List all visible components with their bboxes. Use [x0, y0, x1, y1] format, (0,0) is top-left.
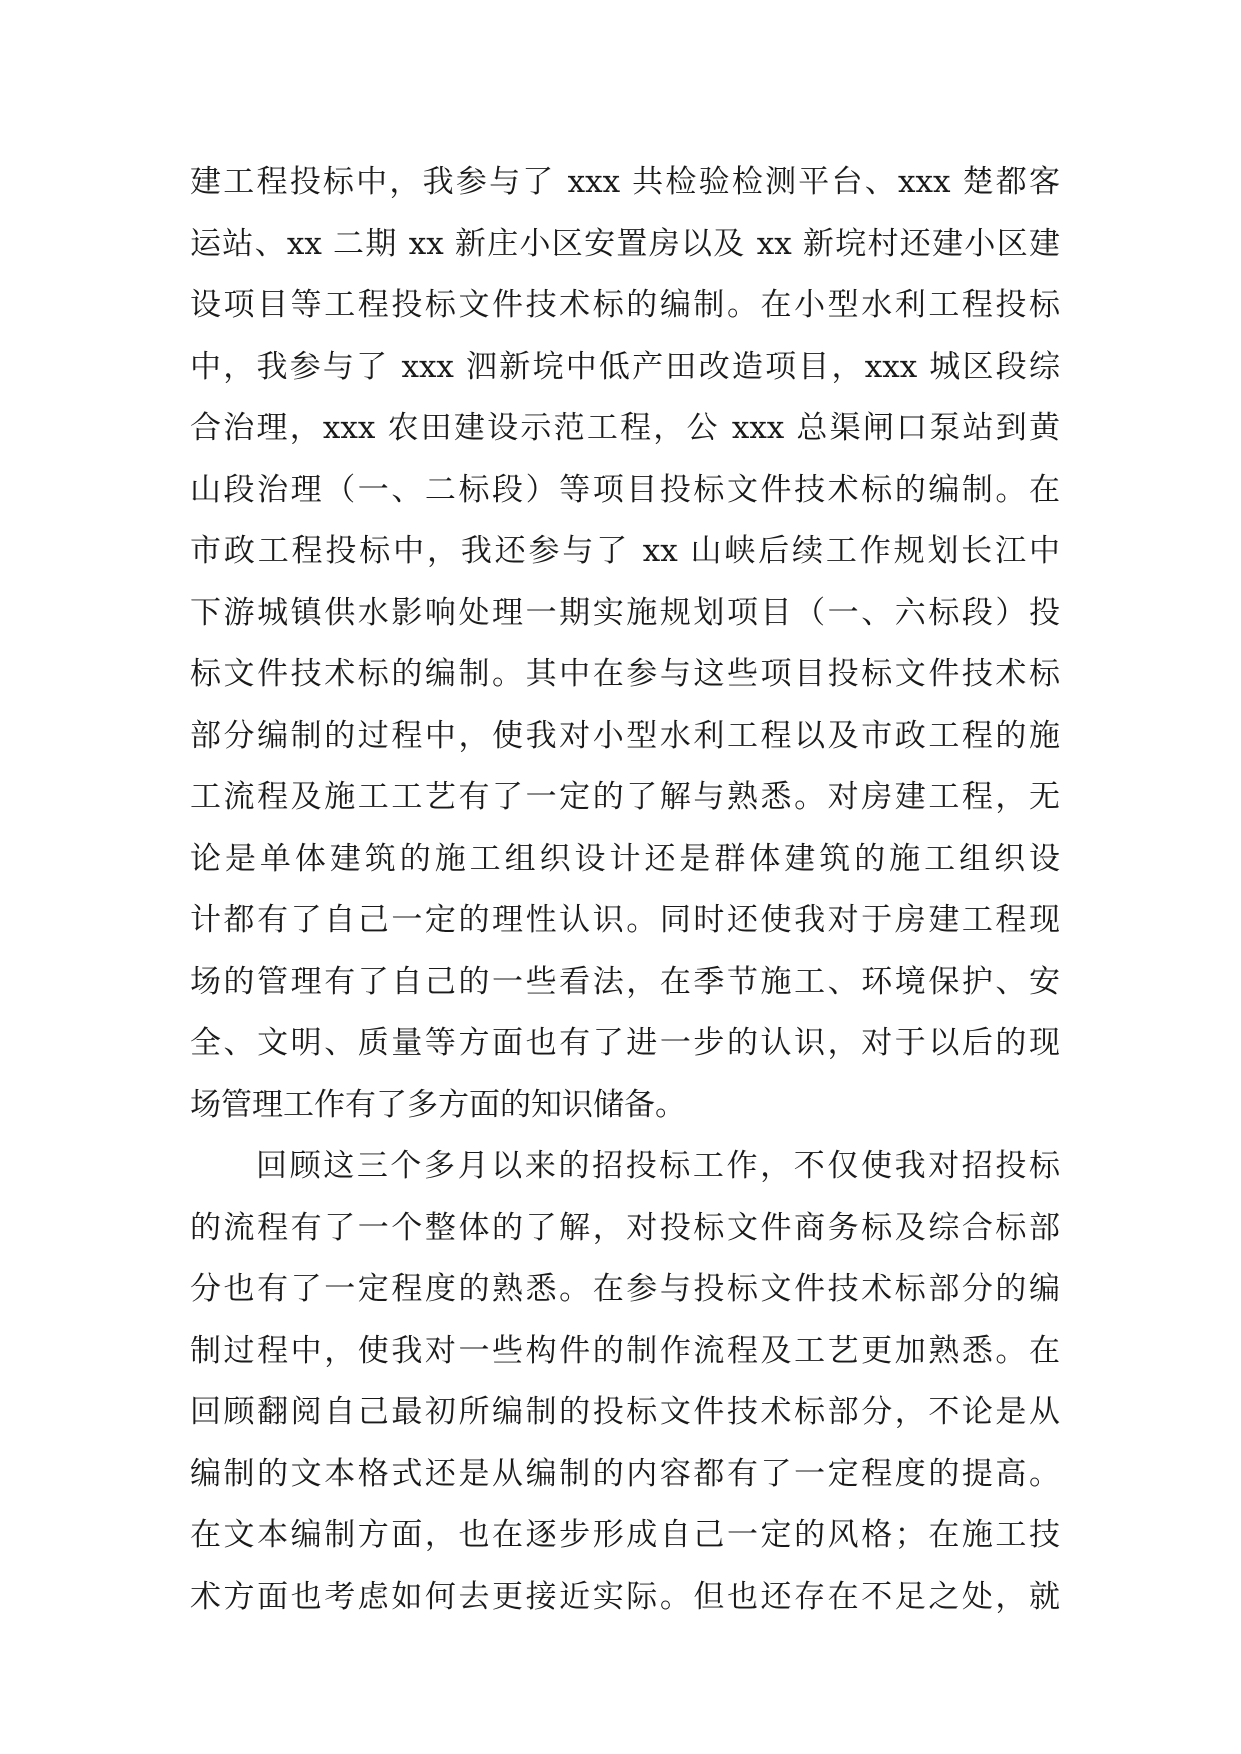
document-body	[190, 162, 1060, 1638]
text-line: 标文件技术标的编制。其中在参与这些项目投标文件技术标	[190, 656, 1060, 692]
text-line: 下游城镇供水影响处理一期实施规划项目（一、六标段）投	[190, 594, 1060, 631]
text-line: 制过程中，使我对一些构件的制作流程及工艺更加熟悉。在	[190, 1332, 1060, 1369]
text-line: 论是单体建筑的施工组织设计还是群体建筑的施工组织设	[190, 840, 1060, 877]
text-line: 编制的文本格式还是从编制的内容都有了一定程度的提高。	[190, 1455, 1060, 1492]
text-line: 合治理，xxx 农田建设示范工程，公 xxx 总渠闸口泵站到黄	[190, 410, 1060, 446]
text-line: 运站、xx 二期 xx 新庄小区安置房以及 xx 新垸村还建小区建	[190, 225, 1060, 262]
text-line: 中，我参与了 xxx 泗新垸中低产田改造项目，xxx 城区段综	[190, 348, 1060, 385]
text-line: 山段治理（一、二标段）等项目投标文件技术标的编制。在	[190, 471, 1060, 508]
text-line: 设项目等工程投标文件技术标的编制。在小型水利工程投标	[190, 287, 1060, 323]
text-line: 部分编制的过程中，使我对小型水利工程以及市政工程的施	[190, 717, 1060, 754]
text-line: 回顾翻阅自己最初所编制的投标文件技术标部分，不论是从	[190, 1394, 1060, 1430]
text-line: 计都有了自己一定的理性认识。同时还使我对于房建工程现	[190, 902, 1060, 938]
text-line: 场管理工作有了多方面的知识储备。	[190, 1086, 686, 1123]
text-line: 的流程有了一个整体的了解，对投标文件商务标及综合标部	[190, 1209, 1060, 1246]
text-line: 建工程投标中，我参与了 xxx 共检验检测平台、xxx 楚都客	[190, 164, 1060, 200]
text-line: 回顾这三个多月以来的招投标工作，不仅使我对招投标	[256, 1148, 1060, 1184]
text-line: 工流程及施工工艺有了一定的了解与熟悉。对房建工程，无	[190, 779, 1060, 815]
text-line: 场的管理有了自己的一些看法，在季节施工、环境保护、安	[190, 963, 1060, 1000]
text-line: 全、文明、质量等方面也有了进一步的认识，对于以后的现	[190, 1025, 1060, 1061]
text-line: 市政工程投标中，我还参与了 xx 山峡后续工作规划长江中	[190, 533, 1060, 569]
text-line: 分也有了一定程度的熟悉。在参与投标文件技术标部分的编	[190, 1271, 1060, 1307]
text-line: 在文本编制方面，也在逐步形成自己一定的风格；在施工技	[190, 1517, 1060, 1553]
text-line: 术方面也考虑如何去更接近实际。但也还存在不足之处，就	[190, 1578, 1060, 1615]
